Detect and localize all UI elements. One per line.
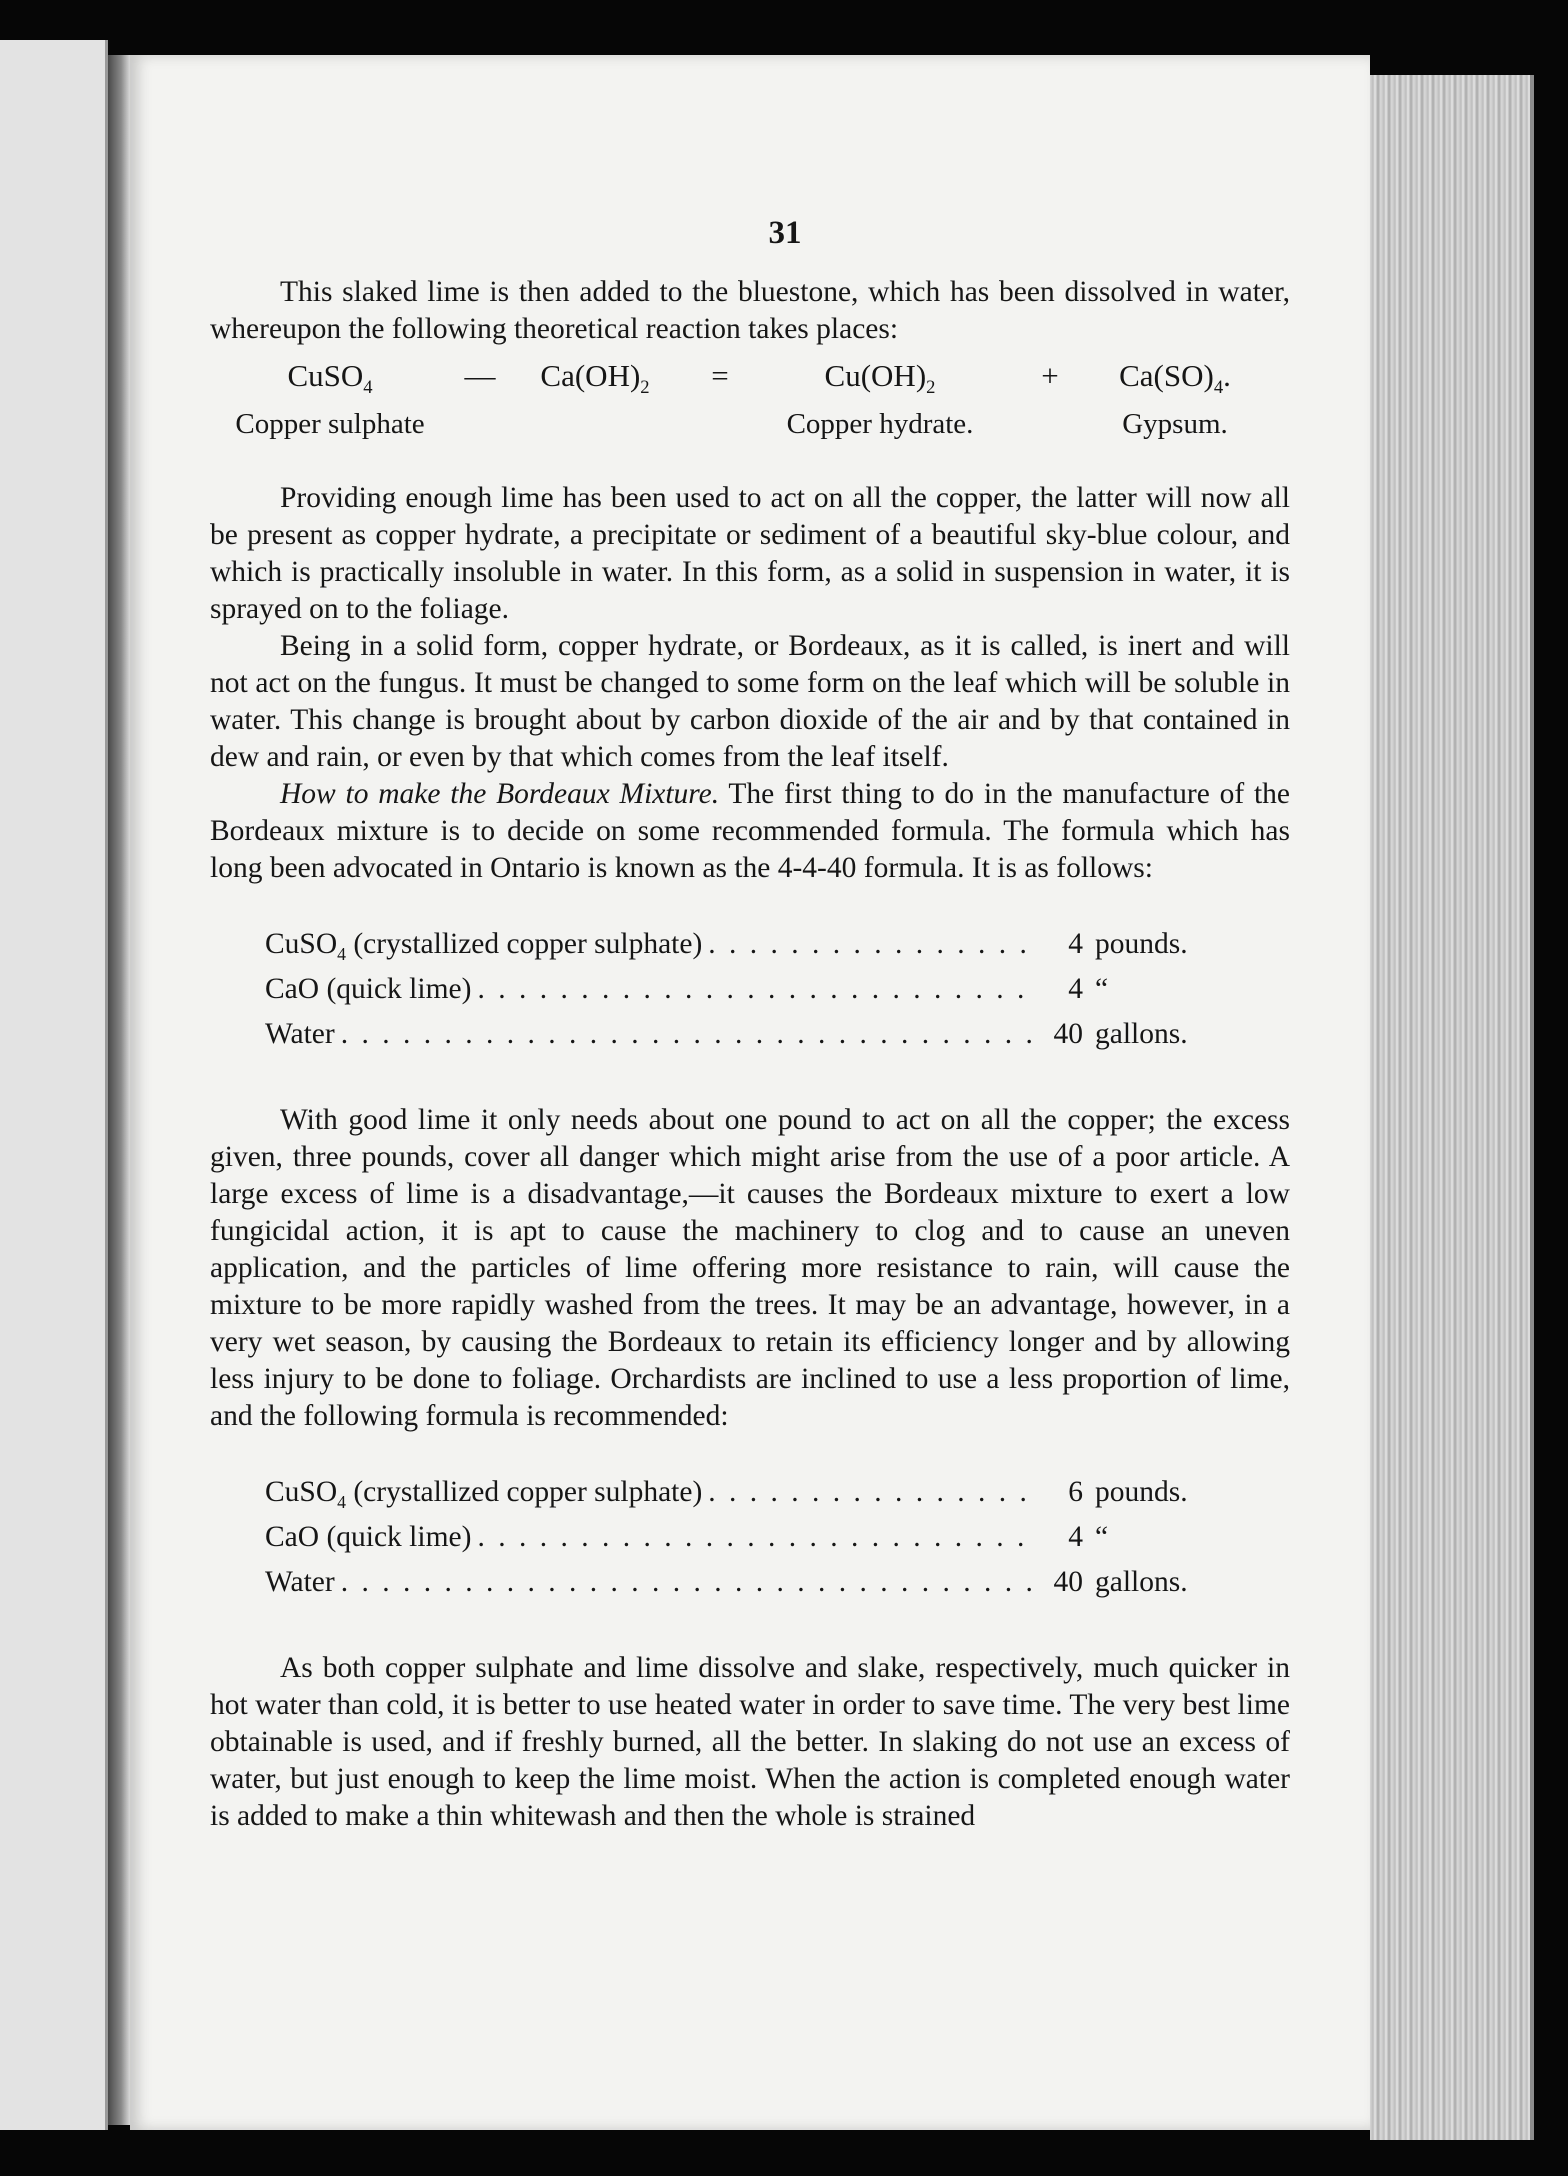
eq-operator-plus: + [1041, 358, 1059, 393]
eq-operator-equals: = [711, 358, 729, 393]
leader-dots [708, 1475, 1032, 1510]
eq-label-copper-hydrate: Copper hydrate. [786, 408, 974, 441]
leader-dots [341, 1017, 1032, 1052]
eq-label-copper-sulphate: Copper sulphate [235, 408, 425, 441]
formula-row: CaO (quick lime) . . . 4 “ [265, 1520, 1225, 1565]
formula-4-4-40 [265, 927, 1225, 1062]
eq-calcium-hydroxide: $Ca(OH)_2$ [540, 358, 650, 399]
leader-dots [341, 1565, 1032, 1600]
formula-row: Water . . . 40 gallons. [265, 1017, 1225, 1062]
leader-dots [477, 1520, 1032, 1555]
facing-page-edge [0, 40, 108, 2130]
eq-gypsum: $Ca(SO)_4$. Gypsum. [1100, 358, 1250, 442]
page-number: 31 [768, 215, 802, 251]
section-heading-italic: How to make the Bordeaux Mixture. [280, 778, 720, 811]
book-page [130, 55, 1370, 2130]
paragraph-good-lime: With good lime it only needs about one pound to act on all the copper; the excess given, three pounds, cover all danger which might arise from the use of a poor article. A large excess of lime is a disadvantage,—it causes the Bordeaux mixture to exert a low fungicidal action, it is apt to cause the machinery to clog and to cause an uneven application, and the particles of lime offering more resistance to rain, will cause the mixture to be more rapidly washed from the trees. It may be an advantage, however, in a very wet season, by causing the Bordeaux to retain its efficiency longer and by allowing less injury to be done to foliage. Orchardists are inclined to use a less proportion of lime, and the following formula is recommended: [210, 1103, 1290, 1432]
page-edges-stack [1370, 75, 1534, 2140]
eq-copper-sulphate: CuSO$_4$ Copper sulphate [210, 358, 450, 442]
leader-dots [708, 927, 1032, 962]
paragraph-copper-hydrate: Providing enough lime has been used to act on all the copper, the latter will now all be present as copper hydrate, a precipitate or sediment of a beautiful sky-blue colour, and which is practically insoluble in water. In this form, as a solid in suspension in water, it is sprayed on to the foliage. [210, 482, 1290, 626]
paragraph-hot-water: As both copper sulphate and lime dissolve and slake, respectively, much quicker in hot water than cold, it is better to use heated water in order to save time. The very best lime obtainable is used, and if freshly burned, all the better. In slaking do not use an excess of water, but just enough to keep the lime moist. When the action is completed enough water is added to make a thin whitewash and then the whole is strained [210, 1651, 1290, 1832]
book-gutter [108, 55, 130, 2125]
formula-row: CaO (quick lime) . . . 4 “ [265, 972, 1225, 1017]
formula-row: Water . . . 40 gallons. [265, 1565, 1225, 1610]
paragraph-how-to-make: How to make the Bordeaux Mixture. The first thing to do in the manufacture of the Bordeaux mixture is to decide on some recommended formula. The formula which has long been advocated in Ontario is known as the 4-4-40 formula. It is as follows: [210, 778, 1290, 885]
reaction-equation [210, 358, 1290, 442]
eq-label-gypsum: Gypsum. [1122, 408, 1228, 441]
formula-row: CuSO$_4$ (crystallized copper sulphate) . . . 6 pounds. [265, 1475, 1225, 1520]
formula-6-4-40 [265, 1475, 1225, 1610]
paragraph-solid-form: Being in a solid form, copper hydrate, or Bordeaux, as it is called, is inert and will not act on the fungus. It must be changed to some form on the leaf which will be soluble in water. This change is brought about by carbon dioxide of the air and by that contained in dew and rain, or even by that which comes from the leaf itself. [210, 630, 1290, 774]
page-content [210, 215, 1290, 1835]
eq-operator-minus: — [464, 358, 496, 393]
leader-dots [477, 972, 1032, 1007]
paragraph-slaked-lime: This slaked lime is then added to the bluestone, which has been dissolved in water, whereupon the following theoretical reaction takes places: [210, 276, 1290, 345]
eq-copper-hydrate: $Cu(OH)_2$ Copper hydrate. [760, 358, 1000, 442]
formula-row: CuSO$_4$ (crystallized copper sulphate) . . . 4 pounds. [265, 927, 1225, 972]
